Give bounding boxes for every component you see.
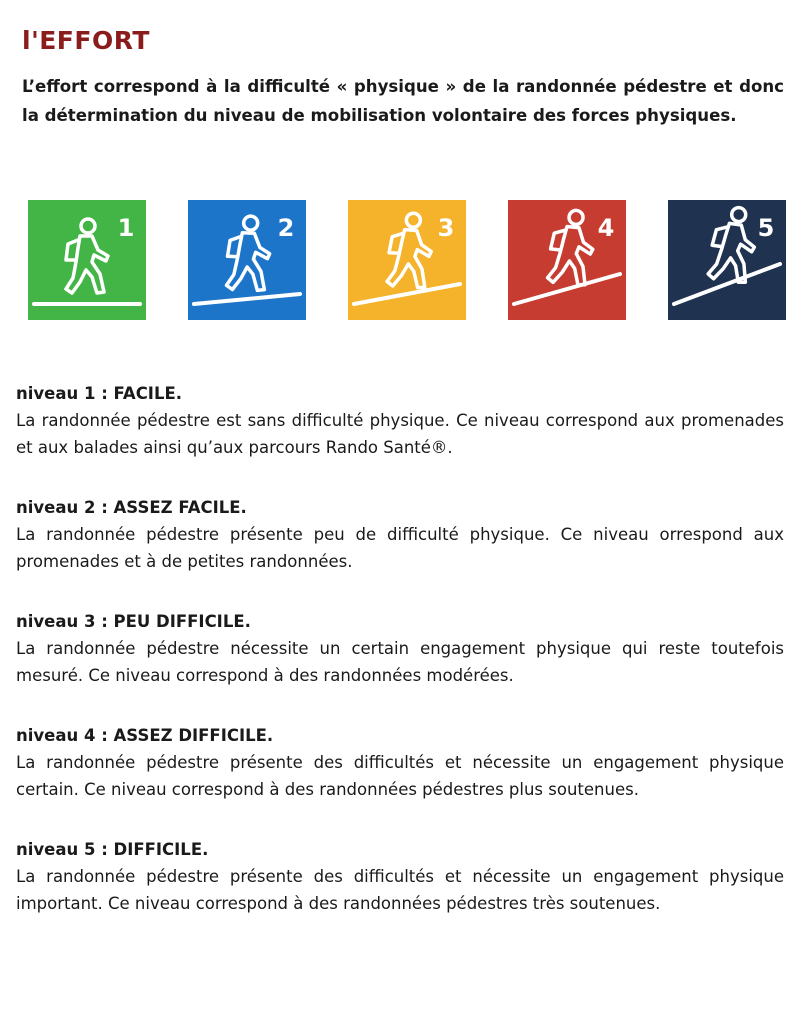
level-5 [16, 836, 784, 917]
hiker-slope-icon [188, 200, 306, 320]
effort-level-4-icon [508, 200, 626, 320]
hiker-slope-icon [508, 200, 626, 320]
level-3-description: La randonnée pédestre nécessite un certain engagement physique qui reste toutefois mesuré. Ce niveau correspond à des randonnées modérées. [16, 639, 784, 685]
level-number: 1 [117, 214, 135, 242]
page-title: l'EFFORT [22, 26, 150, 55]
hiker-flat-icon [28, 200, 146, 320]
level-number: 5 [757, 214, 775, 242]
levels-list [16, 380, 784, 950]
level-1-title: niveau 1 : FACILE. [16, 384, 182, 403]
effort-level-2-icon [188, 200, 306, 320]
level-2-title: niveau 2 : ASSEZ FACILE. [16, 498, 247, 517]
level-number: 3 [437, 214, 455, 242]
hiker-slope-icon [348, 200, 466, 320]
level-number: 4 [597, 214, 615, 242]
level-4 [16, 722, 784, 803]
level-4-description: La randonnée pédestre présente des difficultés et nécessite un engagement physique certain. Ce niveau correspond à des randonnées pédestres plus soutenues. [16, 753, 784, 799]
effort-level-5-icon [668, 200, 786, 320]
level-2 [16, 494, 784, 575]
hiker-slope-icon [668, 200, 786, 320]
level-3 [16, 608, 784, 689]
level-5-title: niveau 5 : DIFFICILE. [16, 840, 209, 859]
intro-paragraph: L’effort correspond à la difficulté « physique » de la randonnée pédestre et donc la détermination du niveau de mobilisation volontaire des forces physiques. [22, 77, 784, 125]
level-1 [16, 380, 784, 461]
level-1-description: La randonnée pédestre est sans difficulté physique. Ce niveau correspond aux promenades et aux balades ainsi qu’aux parcours Rando Santé®. [16, 411, 784, 457]
effort-level-3-icon [348, 200, 466, 320]
level-5-description: La randonnée pédestre présente des difficultés et nécessite un engagement physique important. Ce niveau correspond à des randonnées pédestres très soutenues. [16, 867, 784, 913]
level-3-title: niveau 3 : PEU DIFFICILE. [16, 612, 251, 631]
effort-icons-row [28, 200, 788, 324]
level-2-description: La randonnée pédestre présente peu de difficulté physique. Ce niveau orrespond aux promenades et à de petites randonnées. [16, 525, 784, 571]
level-number: 2 [277, 214, 295, 242]
level-4-title: niveau 4 : ASSEZ DIFFICILE. [16, 726, 274, 745]
effort-level-1-icon [28, 200, 146, 320]
